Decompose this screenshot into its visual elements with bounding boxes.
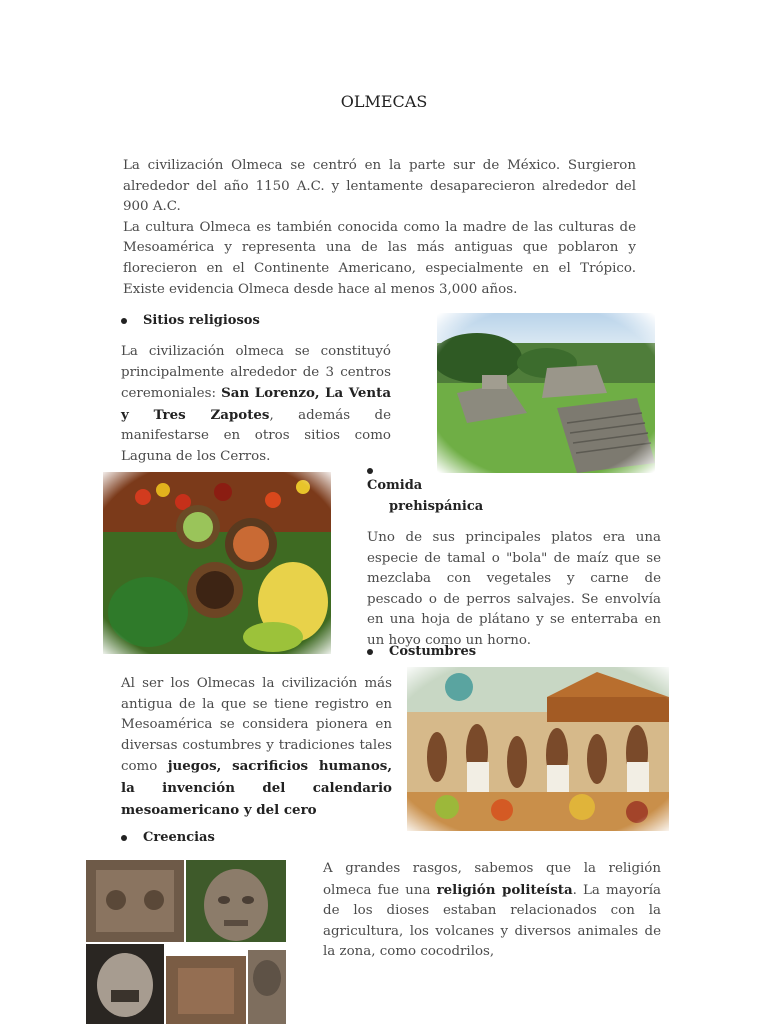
intro-section [123,156,636,300]
sitios-paragraph: La civilización olmeca se constituyó principalmente alrededor de 3 centros ceremoniales: San Lorenzo, La Venta y Tres Zapotes, además de manifestarse en otros sitios como Laguna de los Cerros. [121,344,392,464]
heading-costumbres: Costumbres [389,644,477,659]
heading-comida-2: prehispánica [389,499,484,514]
sitios-bold: San Lorenzo, La Venta y Tres Zapotes [121,385,392,423]
bullet-sitios [121,313,260,328]
creencias-paragraph: A grandes rasgos, sabemos que la religión olmeca fue una religión politeísta. La mayoría de los dioses estaban relacionados con la agricultura, los volcanes y diversos animales de la zona, como cocodrilos, [323,861,662,960]
intro-paragraph-1: La civilización Olmeca se centró en la parte sur de México. Surgieron alrededor del año 1150 A.C. y lentamente desaparecieron alrededor del 900 A.C. [123,158,636,215]
ruins-photo [437,313,655,473]
document-title: OLMECAS [340,92,428,111]
intro-paragraph-2: La cultura Olmeca es también conocida como la madre de las culturas de Mesoamérica y representa una de las más antiguas que poblaron y florecieron en el Continente Americano, especialmente en el Trópico. Existe evidencia Olmeca desde hace al menos 3,000 años. [123,219,636,297]
heading-comida: Comida [367,478,423,493]
bullet-costumbres [367,644,476,659]
comida-paragraph: Uno de sus principales platos era una especie de tamal o "bola" de maíz que se mezclaba con vegetales y carne de pescado o de perros salvajes. Se envolvía en una hoja de plátano y se enterraba en un hoyo como un horno. [367,530,661,648]
bullet-dot [367,649,373,655]
olmec-sculptures-photo [86,860,286,1024]
bullet-creencias [121,830,215,845]
bullet-dot [121,318,127,324]
heading-sitios: Sitios religiosos [143,313,260,328]
heading-creencias: Creencias [143,830,215,845]
costumbres-paragraph: Al ser los Olmecas la civilización más antigua de la que se tiene registro en Mesoamérica se considera pionera en diversas costumbres y tradiciones tales como juegos, sacrificios humanos, la invención del calendario mesoamericano y del cero [121,676,393,818]
food-photo [103,472,331,654]
creencias-bold: religión politeísta [436,881,573,898]
bullet-comida-dot [367,459,373,478]
bullet-dot [121,835,127,841]
market-mural-photo [407,667,669,831]
costumbres-bold: juegos, sacrificios humanos, la invención del calendario mesoamericano y del cero [121,758,393,818]
